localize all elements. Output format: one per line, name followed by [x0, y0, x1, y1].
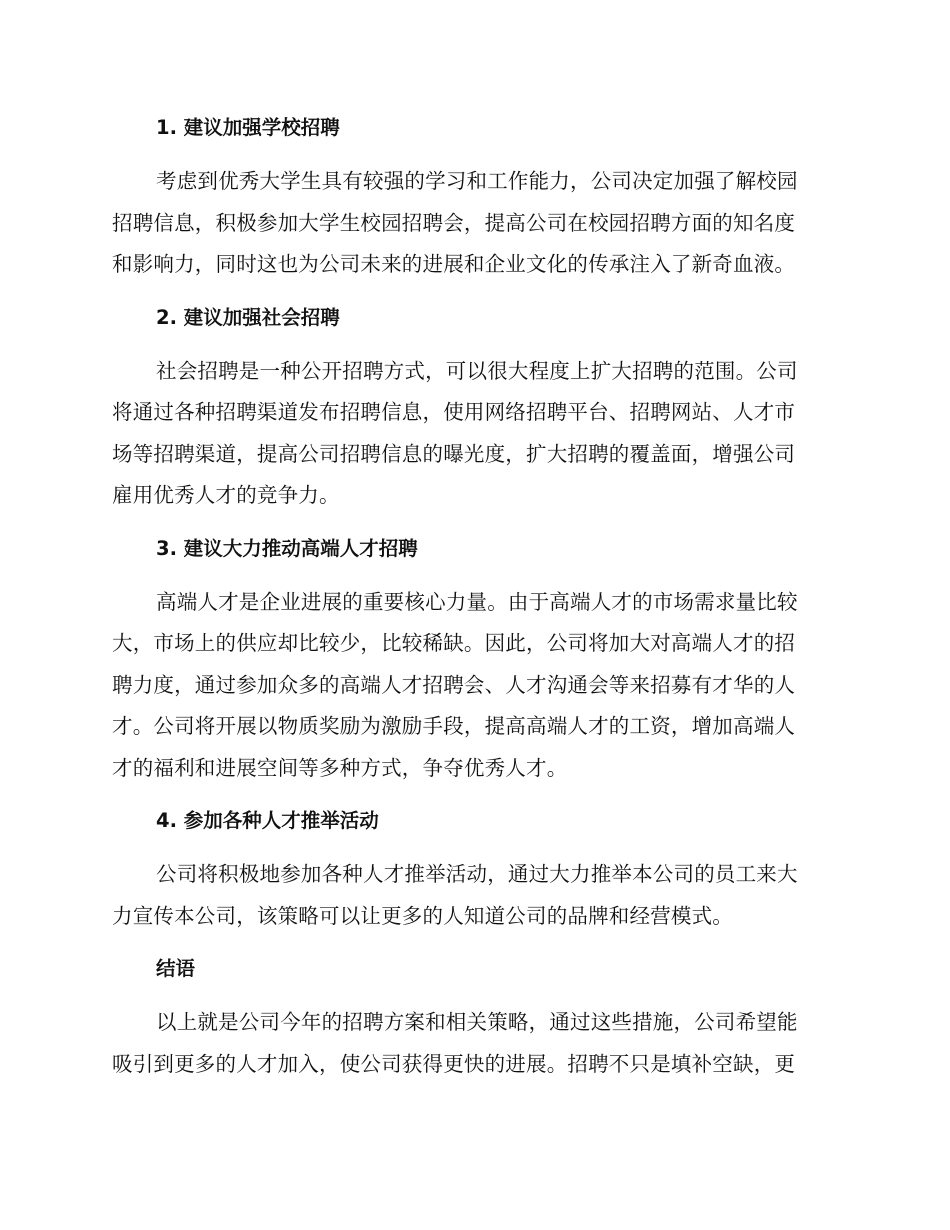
- text-line: 招聘信息，积极参加大学生校园招聘会，提高公司在校园招聘方面的知名度: [112, 210, 796, 235]
- section-heading-high-end-talent: 3. 建议大力推动高端人才招聘: [156, 536, 418, 560]
- section-body-high-end-talent: [112, 582, 830, 790]
- text-line: 和影响力，同时这也为公司未来的进展和企业文化的传承注入了新奇血液。: [112, 252, 796, 276]
- text-line: 才的福利和进展空间等多种方式，争夺优秀人才。: [112, 755, 568, 780]
- section-body-social-recruitment: [112, 351, 830, 517]
- text-line: 考虑到优秀大学生具有较强的学习和工作能力，公司决定加强了解校园: [156, 169, 798, 193]
- section-heading-school-recruitment: 1. 建议加强学校招聘: [156, 116, 340, 139]
- document-page: [112, 108, 830, 1085]
- text-line: 大，市场上的供应却比较少，比较稀缺。因此，公司将加大对高端人才的招: [112, 631, 796, 655]
- text-line: 公司将积极地参加各种人才推举活动，通过大力推举本公司的员工来大: [156, 862, 798, 886]
- text-line: 高端人才是企业进展的重要核心力量。由于高端人才的市场需求量比较: [156, 589, 798, 614]
- section-body-school-recruitment: [112, 161, 830, 286]
- section-body-conclusion: [112, 1002, 830, 1085]
- text-line: 将通过各种招聘渠道发布招聘信息，使用网络招聘平台、招聘网站、人才市: [112, 400, 796, 424]
- text-line: 聘力度，通过参加众多的高端人才招聘会、人才沟通会等来招募有才华的人: [112, 672, 796, 697]
- text-line: 社会招聘是一种公开招聘方式，可以很大程度上扩大招聘的范围。公司: [156, 358, 798, 383]
- text-line: 场等招聘渠道，提高公司招聘信息的曝光度，扩大招聘的覆盖面，增强公司: [112, 441, 796, 466]
- section-heading-social-recruitment: 2. 建议加强社会招聘: [156, 305, 340, 329]
- text-line: 以上就是公司今年的招聘方案和相关策略，通过这些措施，公司希望能: [156, 1010, 798, 1034]
- text-line: 才。公司将开展以物质奖励为激励手段，提高高端人才的工资，增加高端人: [112, 714, 796, 738]
- text-line: 雇用优秀人才的竞争力。: [112, 483, 340, 507]
- section-heading-conclusion: 结语: [156, 957, 196, 980]
- section-heading-talent-recommendation: 4. 参加各种人才推举活动: [156, 809, 379, 832]
- text-line: 吸引到更多的人才加入，使公司获得更快的进展。招聘不只是填补空缺，更: [112, 1051, 796, 1076]
- section-body-talent-recommendation: [112, 854, 830, 937]
- text-line: 力宣传本公司，该策略可以让更多的人知道公司的品牌和经营模式。: [112, 903, 733, 928]
